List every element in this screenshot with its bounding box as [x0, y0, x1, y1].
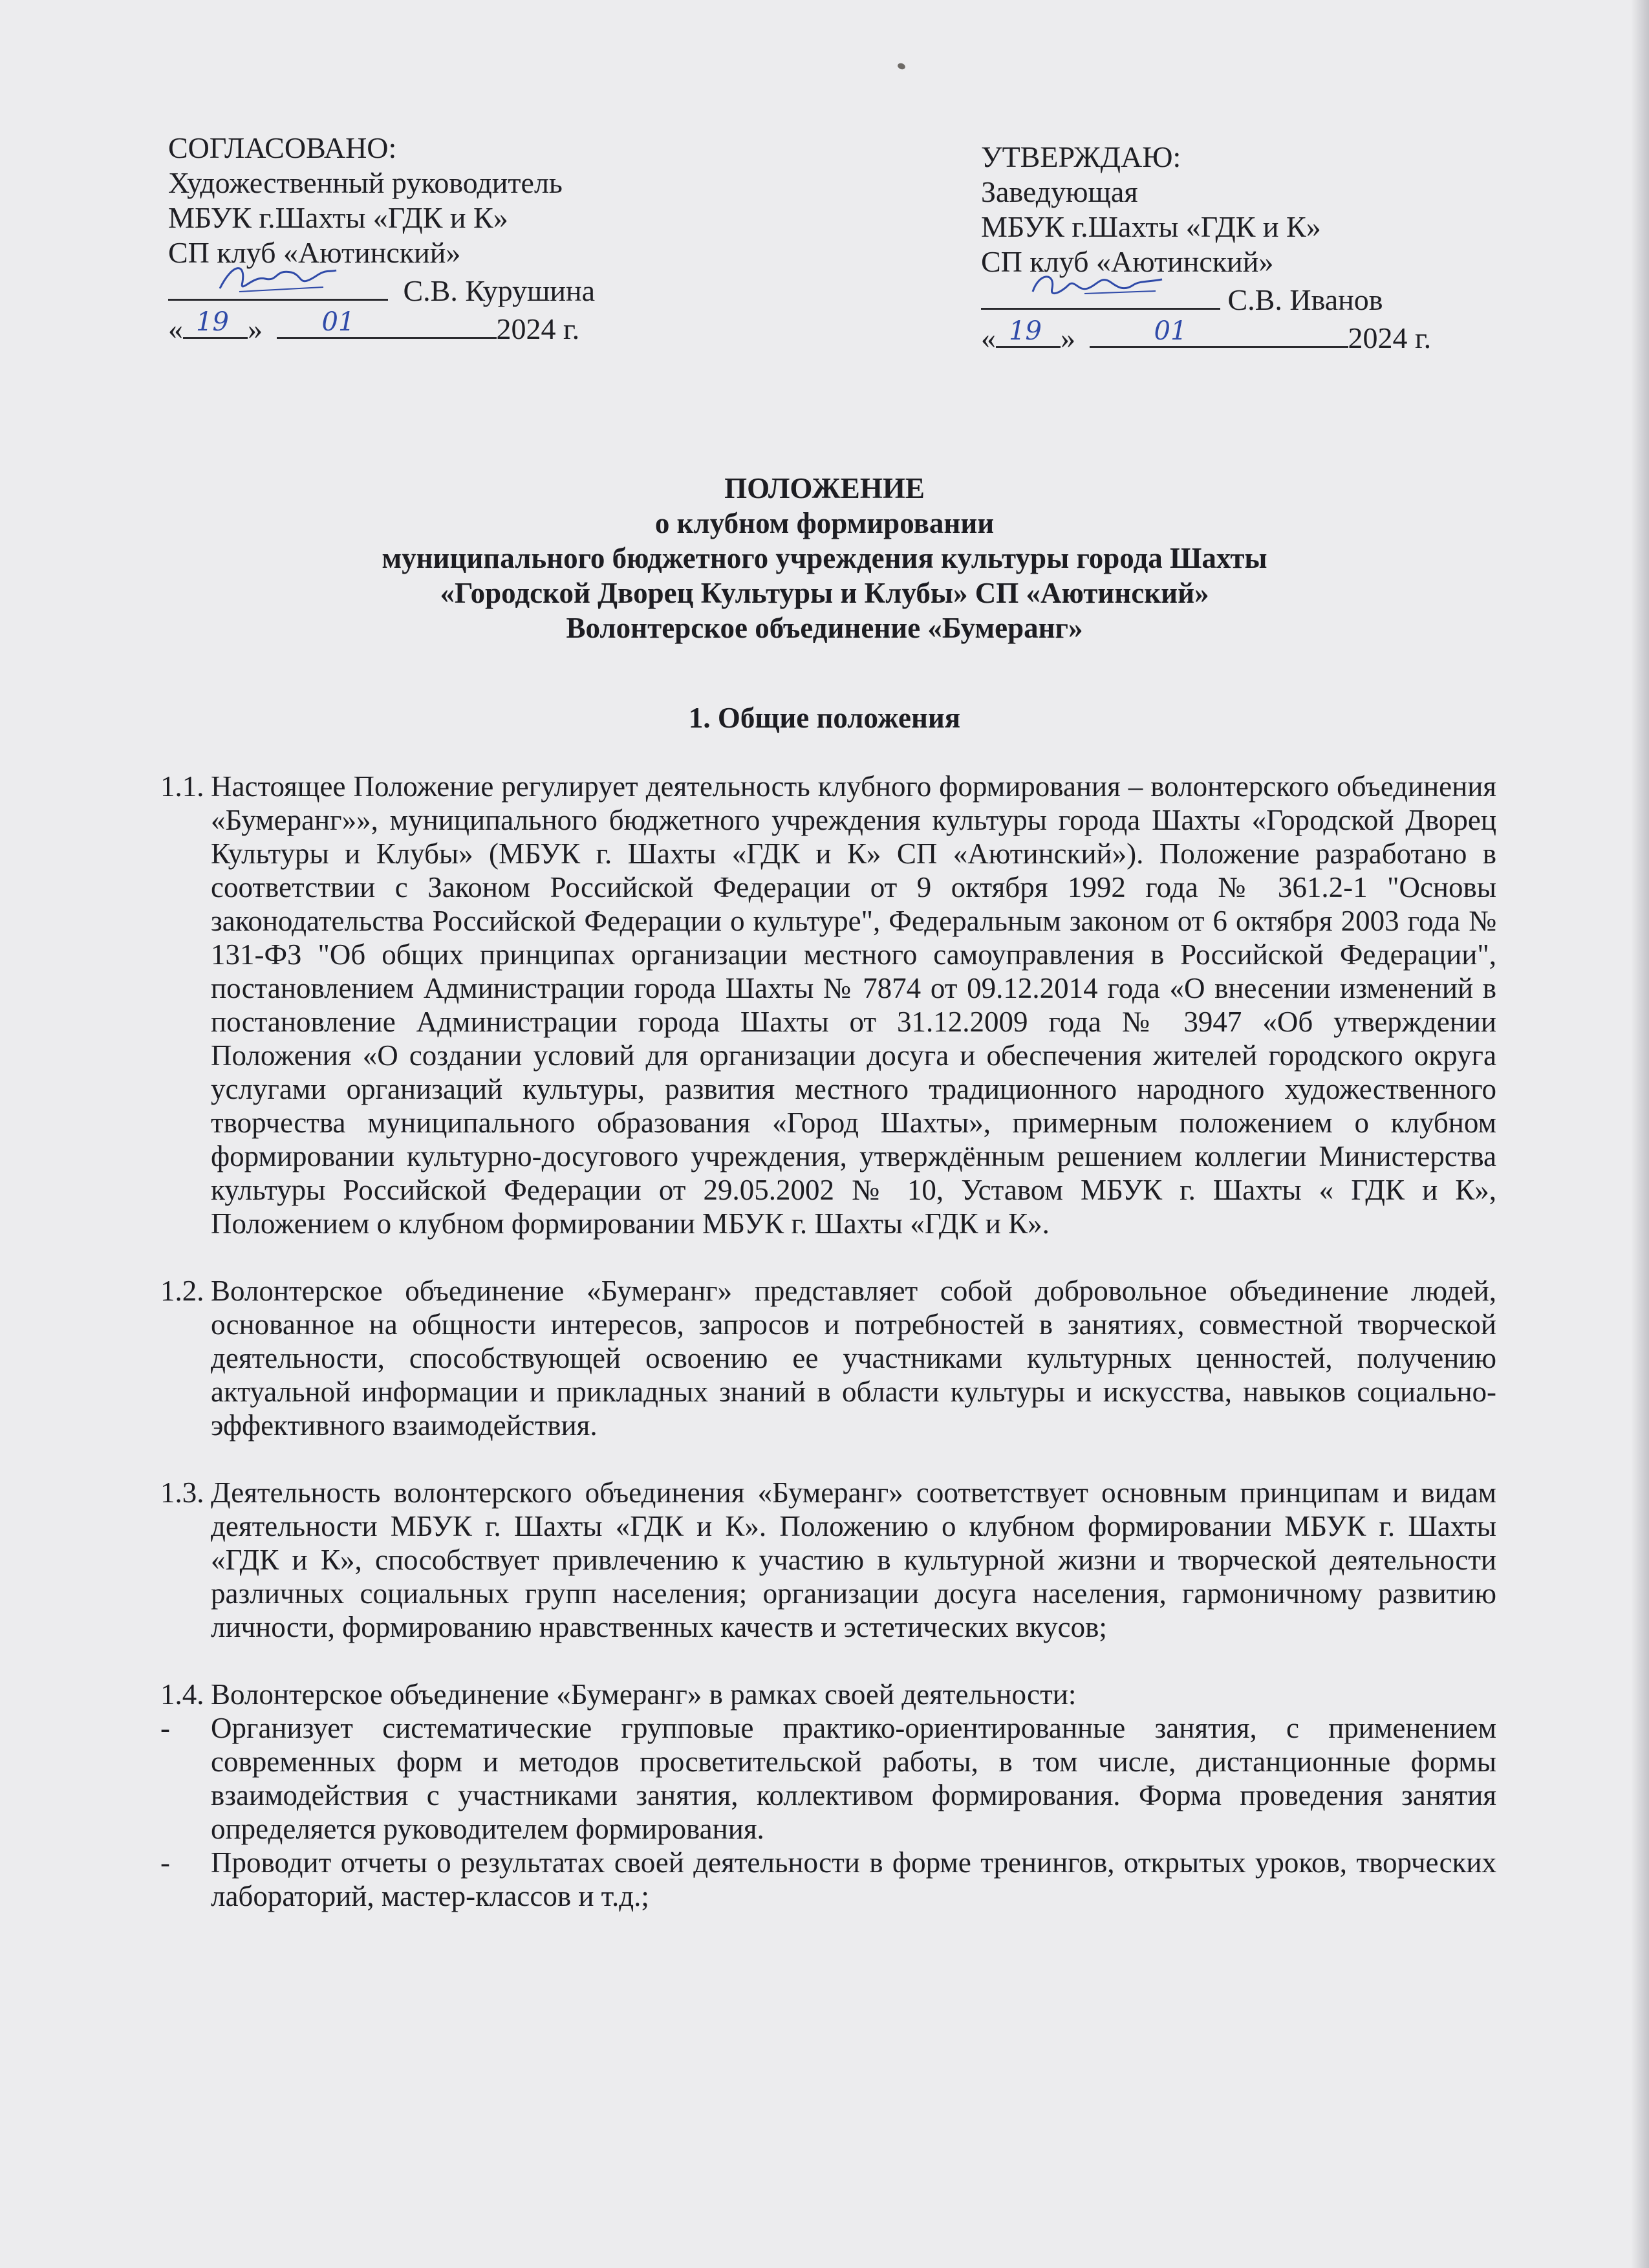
title-line-2: о клубном формировании: [654, 507, 995, 539]
date-month-line: [1090, 318, 1348, 348]
approval-org: МБУК г.Шахты «ГДК и К»: [168, 201, 508, 234]
signature-line: [168, 270, 388, 301]
date-month-line: [277, 308, 497, 339]
list-item-text: Проводит отчеты о результатах своей деятельности в форме тренингов, открытых уроков, творческих лабораторий, мастер-классов и т.д.;: [211, 1846, 1496, 1912]
date-day-line: [996, 318, 1061, 348]
signature-line: [981, 279, 1220, 310]
title-line-3: муниципального бюджетного учреждения культуры города Шахты: [382, 542, 1267, 574]
clause-text: Волонтерское объединение «Бумеранг» представляет собой добровольное объединение людей, основанное на общности интересов, запросов и потребностей в занятиях, совместной творческой деятельности, способствующей освоению ее участниками культурных ценностей, получению актуальной информации и прикладных знаний в области культуры и искусства, навыков социально-эффективного взаимодействия.: [211, 1275, 1496, 1442]
date-day-line: [183, 308, 248, 339]
date-year: 2024 г.: [496, 312, 580, 345]
signer-name: С.В. Иванов: [1227, 283, 1383, 316]
approval-heading: УТВЕРЖДАЮ:: [981, 140, 1181, 173]
list-item-text: Организует систематические групповые практико-ориентированные занятия, с применением современных форм и методов просветительской работы, в том числе, дистанционные формы взаимодействия с участниками занятия, коллективом формирования. Форма проведения занятия определяется руководителем формирования.: [211, 1712, 1496, 1845]
approval-date-row: [168, 308, 595, 347]
approval-signature-row: [981, 279, 1431, 318]
list-item: [160, 1846, 1496, 1913]
list-item: [160, 1711, 1496, 1846]
approval-date-row: [981, 318, 1431, 356]
clause-number: 1.2.: [160, 1275, 204, 1307]
approval-unit: СП клуб «Аютинский»: [168, 236, 461, 269]
page-edge-shadow: [1631, 0, 1649, 2268]
document-title: [0, 471, 1649, 645]
date-quote-close: »: [248, 312, 263, 345]
handwritten-day: 19: [196, 307, 229, 337]
clause-1-4: [160, 1678, 1496, 1711]
title-line-5: Волонтерское объединение «Бумеранг»: [566, 612, 1083, 644]
clause-number: 1.1.: [160, 770, 204, 803]
list-dash: -: [160, 1846, 170, 1879]
approval-position: Художественный руководитель: [168, 166, 563, 199]
title-line-1: ПОЛОЖЕНИЕ: [724, 472, 925, 504]
handwritten-month: 01: [321, 307, 355, 337]
approval-heading: СОГЛАСОВАНО:: [168, 131, 397, 164]
section-heading: 1. Общие положения: [688, 702, 961, 734]
scan-speck: [897, 62, 906, 70]
clause-1-3: [160, 1476, 1496, 1644]
date-quote-close: »: [1061, 321, 1075, 354]
handwritten-day: 19: [1009, 316, 1042, 346]
date-quote-open: «: [981, 321, 996, 354]
title-line-4: «Городской Дворец Культуры и Клубы» СП «Аютинский»: [440, 577, 1209, 609]
clause-text: Волонтерское объединение «Бумеранг» в рамках своей деятельности:: [211, 1678, 1077, 1711]
date-year: 2024 г.: [1348, 321, 1432, 354]
date-quote-open: «: [168, 312, 183, 345]
handwritten-month: 01: [1154, 316, 1187, 346]
approval-org: МБУК г.Шахты «ГДК и К»: [981, 210, 1321, 243]
approval-unit: СП клуб «Аютинский»: [981, 245, 1274, 278]
signer-name: С.В. Курушина: [403, 274, 596, 307]
clause-number: 1.3.: [160, 1476, 204, 1509]
clause-1-4-list: [160, 1711, 1496, 1913]
clause-text: Настоящее Положение регулирует деятельность клубного формирования – волонтерского объединения «Бумеранг»», муниципального бюджетного учреждения культуры города Шахты «Городской Дворец Культуры и Клубы» (МБУК г. Шахты «ГДК и К» СП «Аютинский»). Положение разработано в соответствии с Законом Российской Федерации от 9 октября 1992 года № 361.2-1 "Основы законодательства Российской Федерации о культуре", Федеральным законом от 6 октября 2003 года № 131-ФЗ "Об общих принципах организации местного самоуправления в Российской Федерации", постановлением Администрации города Шахты № 7874 от 09.12.2014 года «О внесении изменений в постановление Администрации города Шахты от 31.12.2009 года № 3947 «Об утверждении Положения «О создании условий для организации досуга и обеспечения жителей городского округа услугами организаций культуры, развития местного традиционного народного художественного творчества муниципального образования «Город Шахты», примерным положением о клубном формировании культурно-досугового учреждения, утверждённым решением коллегии Министерства культуры Российской Федерации от 29.05.2002 № 10, Уставом МБУК г. Шахты « ГДК и К», Положением о клубном формировании МБУК г. Шахты «ГДК и К».: [211, 770, 1496, 1240]
approval-signature-row: [168, 270, 595, 308]
document-body: [160, 770, 1496, 1913]
clause-1-1: [160, 770, 1496, 1240]
list-dash: -: [160, 1712, 170, 1744]
approval-position: Заведующая: [981, 175, 1138, 208]
clause-number: 1.4.: [160, 1678, 204, 1711]
approval-block-agreed: [168, 131, 595, 347]
clause-text: Деятельность волонтерского объединения «Бумеранг» соответствует основным принципам и видам деятельности МБУК г. Шахты «ГДК и К». Положению о клубном формировании МБУК г. Шахты «ГДК и К», способствует привлечению к участию в культурной жизни и творческой деятельности различных социальных групп населения; организации досуга населения, гармоничному развитию личности, формированию нравственных качеств и эстетических вкусов;: [211, 1476, 1496, 1643]
approval-block-approved: [981, 140, 1431, 356]
clause-1-2: [160, 1274, 1496, 1442]
